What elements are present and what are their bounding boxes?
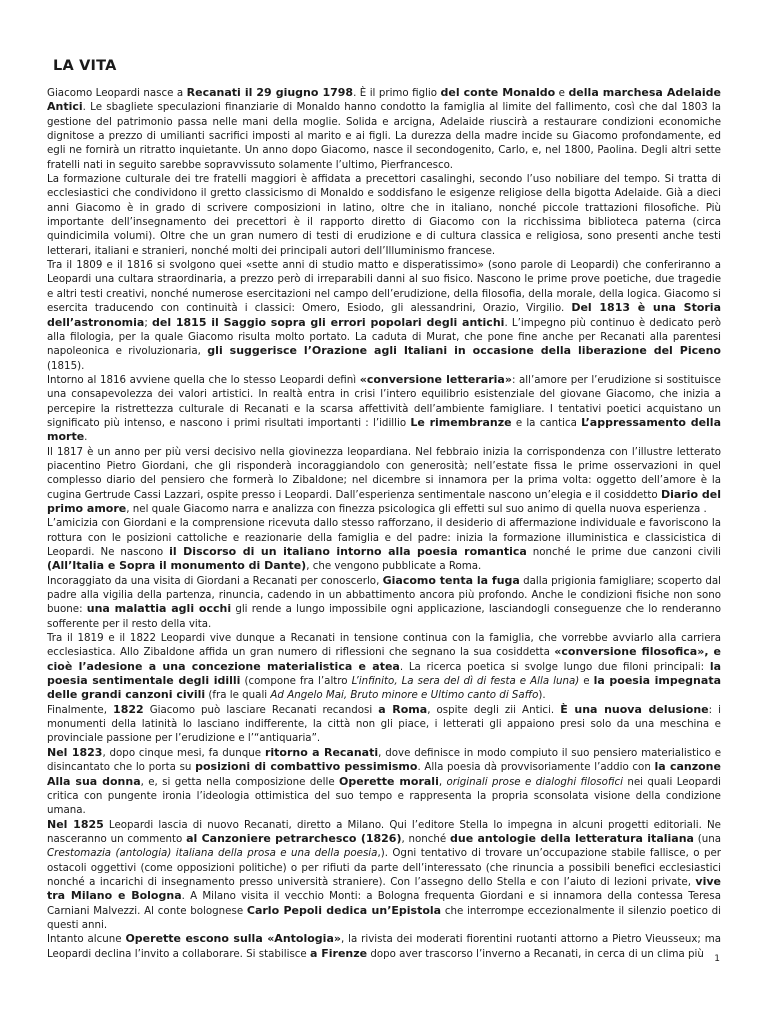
bold-text: Giacomo tenta la fuga (382, 573, 520, 587)
text-run: Tra il 1819 e il 1822 Leopardi vive dunque a Recanati in tensione continua con la famiglia, che vorrebbe avviarlo alla carriera ecclesiastica. Allo Zibaldone affida un gran numero di riflessioni che segnano la sua cosiddetta (47, 632, 721, 659)
text-run: , (438, 775, 447, 788)
text-run: . A Milano visita il vecchio Monti: a Bologna frequenta Giordani e si innamora della contessa Teresa Carniani Malvezzi. Al conte bolognese (47, 890, 721, 917)
bold-text: (All’Italia e Sopra il monumento di Dante) (47, 559, 307, 573)
bold-text: a Firenze (309, 946, 368, 960)
text-run: , dopo cinque mesi, fa dunque (102, 746, 265, 759)
text-run: Il 1817 è un anno per più versi decisivo nella giovinezza leopardiana. Nel febbraio inizia la corrispondenza con l’illustre letterato piacentino Pietro Giordani, che gli risponderà incoraggiandolo con generosità; nell’estate fissa le prime osservazioni in quel complesso diario del pensiero che formerà lo Zibaldone; nel dicembre si innamora per la prima volta: oggetto dell’amore è la cugina Gertrude Cassi Lazzari, ospite presso i Leopardi. Dall’esperienza sentimentale nascono un’elegia e il cosiddetto (47, 445, 721, 501)
text-run: Finalmente, (47, 703, 114, 716)
text-run: Giacomo può lasciare Recanati recandosi (143, 703, 379, 716)
paragraph (47, 373, 721, 445)
text-run: L’amicizia con Giordani e la comprensione ricevuta dallo stesso rafforzano, il desiderio di affermazione individuale e favoriscono la rottura con le posizioni cattoliche e reazionarie della famiglia e del padre: inizia la formazione illuministica e classicistica di Leopardi. Ne nascono (47, 517, 721, 558)
bold-text: Carlo Pepoli dedica un’Epistola (246, 903, 442, 917)
text-run: , nel quale Giacomo narra e analizza con finezza psicologica gli effetti sul suo animo di quella nuova esperienza . (126, 502, 707, 515)
paragraph (47, 932, 721, 961)
text-run: , che vengono pubblicate a Roma. (306, 560, 482, 573)
text-run: , la rivista dei moderati fiorentini ruotanti attorno a Pietro Vieusseux; ma Leopardi declina l’invito a collaborare. Si stabilisce (47, 933, 721, 960)
text-run: . L’impegno più continuo è dedicato però alla filologia, per la quale Giacomo risulta molto portato. La caduta di Murat, che pone fine anche per Recanati alla parentesi napoleonica e rivoluzionaria, (47, 316, 721, 358)
paragraph (47, 516, 721, 573)
bold-text: della marchesa Adelaide Antici (47, 86, 722, 114)
paragraph (47, 258, 721, 373)
text-run: (fra le quali (205, 689, 271, 702)
bold-text: il Discorso di un italiano intorno alla poesia romantica (169, 545, 527, 558)
text-run: nei quali Leopardi critica con pungente ironia l’ideologia ottimistica del suo tempo e rappresenta la propria sconsolata visione della condizione umana. (47, 775, 721, 817)
text-run: Leopardi lascia di nuovo Recanati, diretto a Milano. Qui l’editore Stella lo impegna in alcuni progetti editoriali. Ne nasceranno un commento (47, 818, 721, 845)
text-run: e (579, 675, 594, 688)
paragraph (47, 172, 721, 258)
text-run: gli rende a lungo impossibile ogni applicazione, lasciandogli conseguenze che lo renderanno sofferente per il resto della vita. (47, 603, 721, 630)
paragraph (47, 574, 721, 631)
italic-text: Crestomazia (antologia) italiana della prosa e una della poesia (47, 847, 378, 860)
paragraph (47, 445, 721, 517)
text-run: e (555, 87, 569, 99)
text-run: Intanto alcune (47, 933, 126, 946)
bold-text: Operette morali (338, 774, 439, 788)
bold-text: al Canzoniere petrarchesco (1826) (186, 831, 402, 845)
paragraph (47, 746, 721, 818)
text-run: (compone fra l’altro (240, 675, 352, 688)
text-run: , ospite degli zii Antici. (427, 703, 561, 716)
text-run: La formazione culturale dei tre fratelli maggiori è affidata a precettori casalinghi, secondo l’uso nobiliare del tempo. Si tratta di ecclesiastici che condividono il gretto classicismo di Monaldo e soddisfano le esigenze religiose della bigotta Adelaide. Già a dieci anni Giacomo è in grado di scrivere composizioni in latino, oltre che in italiano, nonché piccole trattazioni filosofiche. Più importante dell’insegnamento dei precettori è il rapporto diretto di Giacomo con la ricchissima biblioteca paterna (circa quindicimila volumi). Oltre che un gran numero di testi di erudizione e di cultura classica e religiosa, sono presenti anche testi letterari, italiani e stranieri, nonché molti dei principali autori dell’Illuminismo francese. (47, 173, 721, 257)
bold-text: «conversione letteraria» (359, 372, 512, 386)
text-run: Incoraggiato da una visita di Giordani a Recanati per conoscerlo, (47, 574, 383, 587)
text-run: ; (144, 316, 152, 329)
text-run: ,). Ogni tentativo di trovare un’occupazione stabile fallisce, o per ostacoli oggettivi (come opposizioni politiche) o per rifiuti da parte dell’interessato (che rinuncia a possibili benefici ecclesiastici nonché a incarichi di insegnamento presso università straniere). Con l’assegno dello Stella e con l’aiuto di lezioni private, (47, 847, 721, 888)
page-title: LA VITA (53, 58, 117, 74)
text-run: Tra il 1809 e il 1816 si svolgono quei «sette anni di studio matto e disperatissimo» (sono parole di Leopardi) che conferiranno a Leopardi una cultara straordinaria, a prezzo però di irreparabili danni al suo fisico. Nascono le prime prove poetiche, due tragedie e altri testi creativi, nonché numerose esercitazioni nel campo dell’erudizione, della filosofia, della morale, della logica. Giacomo si esercita traducendo con continuità i classici: Omero, Esiodo, gli alessandrini, Orazio, Virgilio. (47, 259, 721, 315)
text-run: e la cantica (511, 416, 582, 429)
italic-text: Ad Angelo Mai, Bruto minore e Ultimo canto di Saffo (270, 689, 539, 702)
bold-text: la canzone Alla sua donna (47, 760, 721, 788)
bold-text: la poesia impegnata delle grandi canzoni civili (47, 674, 721, 702)
paragraph (47, 818, 721, 933)
text-run: . Le sbagliete speculazioni finanziarie di Monaldo hanno condotto la famiglia al limite del fallimento, così che dal 1803 la gestione del patrimonio passa nelle mani della moglie. Solida e arcigna, Adelaide riuscirà a restaurare condizioni economiche dignitose a prezzo di umilianti sacrifici imposti al marito e ai figli. La durezza della madre incide su Giacomo profondamente, ed egli ne fornirà un ritratto inquietante. Un anno dopo Giacomo, nasce il secondogenito, Carlo, e, nel 1800, Paolina. Degli altri sette fratelli nati in seguito sarebbe sopravvissuto solamente l’ultimo, Pierfrancesco. (47, 101, 721, 171)
bold-text: la poesia sentimentale degli idilli (47, 659, 722, 688)
text-run: (1815). (47, 359, 85, 372)
bold-text: Nel 1823 (47, 745, 103, 759)
text-run: . Alla poesia dà provvisoriamente l’addio con (417, 761, 655, 774)
bold-text: «conversione filosofica», e cioè l’adesione a una concezione materialistica e atea (47, 645, 721, 673)
text-run: nonché le prime due canzoni civili (526, 546, 721, 558)
bold-text: una malattia agli occhi (86, 602, 232, 616)
text-run: . (84, 431, 88, 444)
text-run: , dove definisce in modo compiuto il suo pensiero materialistico e disincantato che lo porta su (47, 746, 721, 774)
bold-text: vive tra Milano e Bologna (47, 874, 721, 903)
italic-text: L’infinito, La sera del dì di festa e Alla luna) (351, 675, 580, 688)
text-run: : i monumenti della latinità lo lasciano indifferente, la città non gli piace, i letterati gli appaiono presi solo da una meschina e provinciale passione per l’erudizione e l’“antiquaria”. (47, 703, 721, 745)
italic-text: originali prose e dialoghi filosofici (446, 775, 624, 788)
text-run: Giacomo Leopardi nasce a (47, 87, 187, 99)
document-body (47, 86, 721, 961)
bold-text: È una nuova delusione (560, 702, 709, 716)
paragraph (47, 703, 721, 746)
bold-text: Operette escono sulla «Antologia» (125, 932, 341, 946)
paragraph (47, 86, 721, 172)
bold-text: Nel 1825 (47, 817, 104, 831)
bold-text: a Roma (378, 702, 428, 716)
bold-text: due antologie della letteratura italiana (449, 831, 694, 845)
bold-text: Diario del primo amore (47, 487, 722, 515)
bold-text: gli suggerisce l’Orazione agli Italiani in occasione della liberazione del Piceno (207, 344, 721, 358)
page-number: 1 (714, 954, 720, 964)
bold-text: posizioni di combattivo pessimismo (195, 760, 418, 774)
text-run: ). (538, 689, 546, 702)
bold-text: 1822 (113, 702, 144, 716)
text-run: (una (693, 832, 722, 845)
bold-text: del conte Monaldo (440, 86, 556, 99)
bold-text: Del 1813 è una Storia dell’astronomia (47, 301, 722, 329)
paragraph (47, 631, 721, 703)
bold-text: Recanati il 29 giugno 1798 (186, 86, 354, 99)
text-run: : all’amore per l’erudizione si sostituisce una consapevolezza dei valori artistici. In realtà entra in crisi l’intero equilibrio esistenziale del giovane Giacomo, che inizia a percepire la ristrettezza culturale di Recanati e la scarsa affettività dell’ambiente famigliare. I tentativi poetici acquistano un significato più intenso, e nascono i primi risultati importanti : l’idillio (47, 373, 721, 429)
bold-text: del 1815 il Saggio sopra gli errori popolari degli antichi (151, 315, 505, 329)
text-run: , e, si getta nella composizione delle (140, 775, 339, 788)
bold-text: L’appressamento della morte (47, 415, 721, 444)
text-run: , nonché (401, 832, 450, 845)
text-run: . È il primo figlio (353, 87, 441, 99)
text-run: dopo aver trascorso l’inverno a Recanati, in cerca di un clima più (367, 947, 704, 960)
text-run: . La ricerca poetica si svolge lungo due filoni principali: (399, 660, 710, 673)
bold-text: ritorno a Recanati (264, 745, 379, 759)
text-run: dalla prigionia famigliare; scoperto dal padre alla vigilia della partenza, rinuncia, cadendo in un abbattimento ancora più profondo. Anche le condizioni fisiche non sono buone: (47, 574, 721, 616)
text-run: Intorno al 1816 avviene quella che lo stesso Leopardi definì (47, 373, 360, 386)
text-run: che interrompe eccezionalmente il silenzio poetico di questi anni. (47, 904, 721, 931)
bold-text: Le rimembranze (410, 415, 512, 429)
